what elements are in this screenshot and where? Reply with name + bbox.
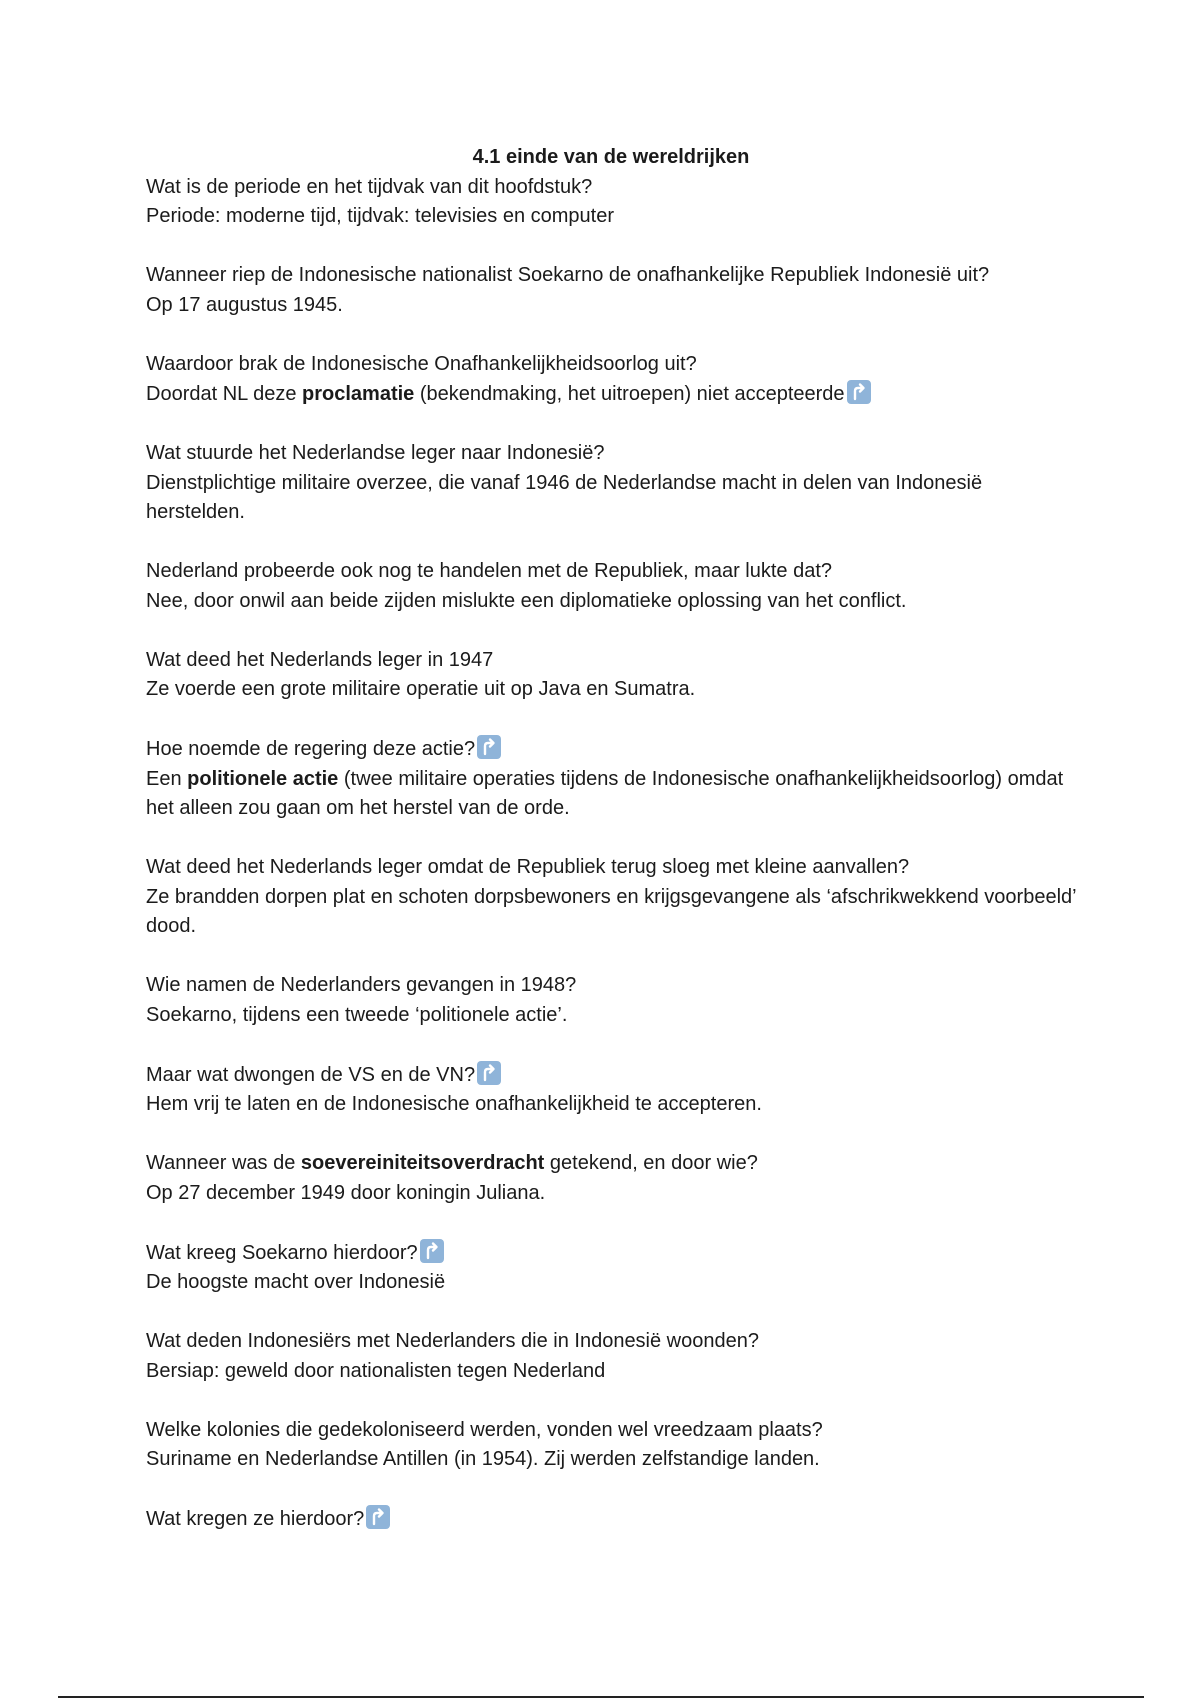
- qa-block: [146, 1238, 1076, 1298]
- qa-block: [146, 173, 1076, 232]
- return-arrow-icon: [476, 734, 502, 760]
- question-text: [146, 734, 1076, 765]
- text-segment: Wat is de periode en het tijdvak van dit hoofdstuk?: [146, 175, 593, 198]
- bold-term: proclamatie: [302, 383, 415, 405]
- question-text: [146, 971, 1076, 1001]
- bold-term: soevereiniteitsoverdracht: [300, 1152, 545, 1174]
- text-segment: Waardoor brak de Indonesische Onafhankelijkheidsoorlog uit?: [146, 352, 697, 375]
- question-text: [146, 1416, 1076, 1446]
- text-segment: Nee, door onwil aan beide zijden mislukte een diplomatieke oplossing van het conflict.: [146, 589, 907, 612]
- qa-block: [146, 734, 1076, 824]
- text-segment: Suriname en Nederlandse Antillen (in 1954). Zij werden zelfstandige landen.: [146, 1448, 820, 1470]
- bold-term: politionele actie: [187, 767, 339, 790]
- answer-text: [146, 469, 1076, 528]
- text-segment: Wat kreeg Soekarno hierdoor?: [146, 1241, 418, 1264]
- text-segment: Doordat NL deze: [146, 383, 303, 405]
- text-segment: Bersiap: geweld door nationalisten tegen Nederland: [146, 1359, 606, 1382]
- text-segment: getekend, en door wie?: [544, 1152, 758, 1174]
- text-segment: Periode: moderne tijd, tijdvak: televisies en computer: [146, 205, 615, 227]
- qa-block: [146, 1327, 1076, 1386]
- answer-text: [146, 1445, 1076, 1475]
- question-text: [146, 557, 1076, 587]
- text-segment: De hoogste macht over Indonesië: [146, 1271, 446, 1293]
- qa-block: [146, 261, 1076, 320]
- qa-block: [146, 557, 1076, 616]
- qa-block: [146, 971, 1076, 1030]
- answer-text: [146, 379, 1076, 410]
- qa-block: [146, 1416, 1076, 1475]
- text-segment: Ze voerde een grote militaire operatie uit op Java en Sumatra.: [146, 678, 696, 700]
- answer-text: [146, 1001, 1076, 1031]
- page-title: 4.1 einde van de wereldrijken: [472, 146, 750, 168]
- answer-text: [146, 675, 1076, 705]
- answer-text: [146, 1179, 1076, 1209]
- text-segment: Soekarno, tijdens een tweede ‘politionele actie’.: [146, 1003, 568, 1026]
- qa-block: [146, 1149, 1076, 1208]
- question-text: [146, 1238, 1076, 1269]
- text-segment: Hem vrij te laten en de Indonesische onafhankelijkheid te accepteren.: [146, 1093, 762, 1115]
- text-segment: Wat deed het Nederlands leger in 1947: [146, 648, 494, 671]
- question-text: [146, 261, 1076, 291]
- question-text: [146, 1327, 1076, 1357]
- qa-block: [146, 853, 1076, 942]
- question-text: [146, 646, 1076, 676]
- text-segment: Wanneer riep de Indonesische nationalist Soekarno de onafhankelijke Republiek Indonesië uit?: [146, 264, 990, 286]
- question-text: [146, 439, 1076, 469]
- answer-text: [146, 1357, 1076, 1387]
- qa-block: [146, 439, 1076, 528]
- answer-text: [146, 587, 1076, 617]
- text-segment: Ze brandden dorpen plat en schoten dorpsbewoners en krijgsgevangene als ‘afschrikwekkend voorbeeld’ dood.: [146, 885, 1076, 937]
- question-text: [146, 1149, 1076, 1179]
- answer-text: [146, 883, 1076, 942]
- text-segment: (bekendmaking, het uitroepen) niet accepteerde: [414, 383, 845, 405]
- text-segment: Wanneer was de: [146, 1152, 301, 1174]
- text-segment: Wat stuurde het Nederlandse leger naar Indonesië?: [146, 442, 605, 464]
- text-segment: Welke kolonies die gedekoloniseerd werden, vonden wel vreedzaam plaats?: [146, 1418, 823, 1441]
- qa-block: [146, 1504, 1076, 1535]
- text-segment: Wat deed het Nederlands leger omdat de Republiek terug sloeg met kleine aanvallen?: [146, 856, 910, 878]
- qa-block: [146, 646, 1076, 705]
- footer-divider: [58, 1696, 1144, 1698]
- answer-text: [146, 765, 1076, 824]
- text-segment: Op 27 december 1949 door koningin Juliana.: [146, 1181, 546, 1204]
- answer-text: [146, 1090, 1076, 1120]
- text-segment: Maar wat dwongen de VS en de VN?: [146, 1063, 476, 1086]
- answer-text: [146, 1268, 1076, 1298]
- text-segment: Dienstplichtige militaire overzee, die vanaf 1946 de Nederlandse macht in delen van Indonesië herstelden.: [146, 471, 983, 523]
- qa-block: [146, 350, 1076, 410]
- question-text: [146, 1504, 1076, 1535]
- text-segment: Een: [146, 767, 188, 790]
- text-segment: Op 17 augustus 1945.: [146, 293, 343, 316]
- question-text: [146, 350, 1076, 380]
- return-arrow-icon: [476, 1060, 502, 1086]
- text-segment: Wie namen de Nederlanders gevangen in 1948?: [146, 974, 577, 996]
- text-segment: Hoe noemde de regering deze actie?: [146, 738, 476, 760]
- question-text: [146, 1060, 1076, 1091]
- document-body: [146, 143, 1076, 1564]
- text-segment: Nederland probeerde ook nog te handelen met de Republiek, maar lukte dat?: [146, 560, 833, 582]
- return-arrow-icon: [419, 1238, 445, 1264]
- text-segment: Wat deden Indonesiërs met Nederlanders die in Indonesië woonden?: [146, 1330, 759, 1352]
- return-arrow-icon: [846, 379, 872, 405]
- answer-text: [146, 202, 1076, 232]
- question-text: [146, 173, 1076, 203]
- text-segment: (twee militaire operaties tijdens de Indonesische onafhankelijkheidsoorlog) omdat het alleen zou gaan om het herstel van de orde.: [146, 767, 1064, 819]
- answer-text: [146, 291, 1076, 321]
- qa-block: [146, 1060, 1076, 1120]
- return-arrow-icon: [365, 1504, 391, 1530]
- text-segment: Wat kregen ze hierdoor?: [146, 1508, 365, 1530]
- question-text: [146, 853, 1076, 883]
- qa-list: [146, 173, 1076, 1535]
